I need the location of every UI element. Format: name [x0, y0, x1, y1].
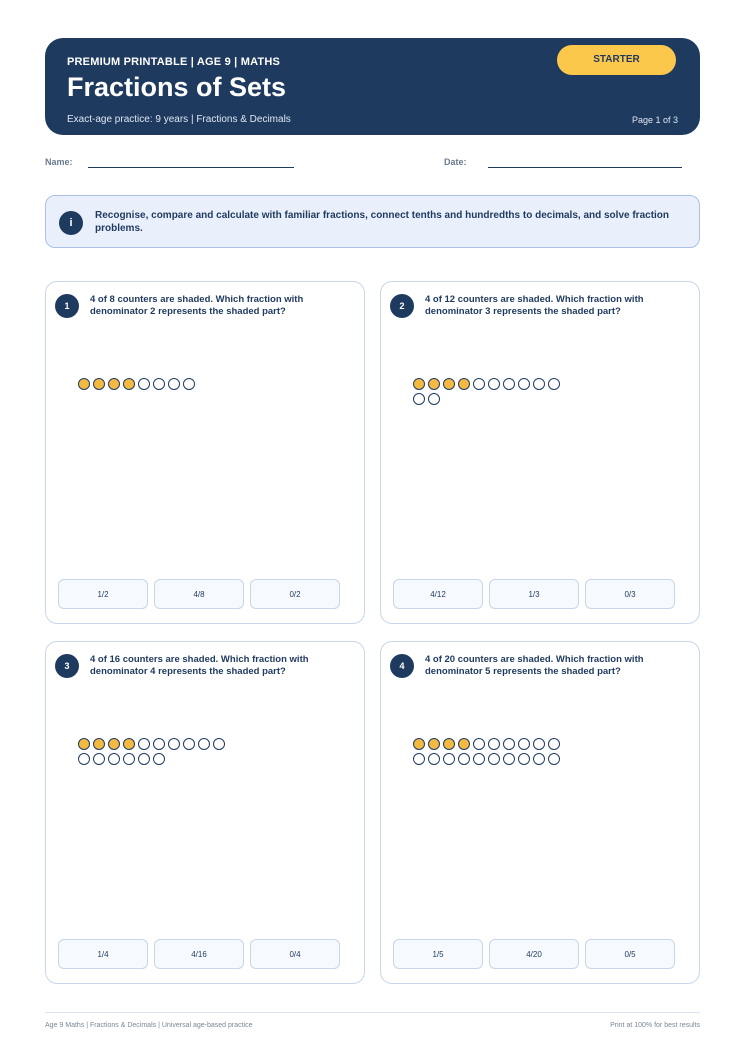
question-number: 4 [390, 654, 414, 678]
shaded-counter [108, 738, 120, 750]
empty-counter [138, 738, 150, 750]
objective-callout [45, 195, 700, 248]
answer-options [58, 579, 340, 609]
empty-counter [503, 378, 515, 390]
answer-options [58, 939, 340, 969]
page-title: Fractions of Sets [67, 72, 287, 102]
header-eyebrow: PREMIUM PRINTABLE | AGE 9 | MATHS [67, 56, 281, 68]
answer-option[interactable]: 0/2 [250, 579, 340, 609]
shaded-counter [93, 738, 105, 750]
empty-counter [153, 738, 165, 750]
empty-counter [518, 378, 530, 390]
question-text: 4 of 12 counters are shaded. Which fraction with denominator 3 represents the shaded part? [425, 294, 644, 317]
empty-counter [548, 378, 560, 390]
empty-counter [183, 378, 195, 390]
empty-counter [413, 393, 425, 405]
empty-counter [503, 753, 515, 765]
question-text: 4 of 16 counters are shaded. Which fraction with denominator 4 represents the shaded part? [90, 654, 309, 677]
answer-option[interactable]: 1/2 [58, 579, 148, 609]
header-subtitle: Exact-age practice: 9 years | Fractions & Decimals [67, 114, 291, 125]
answer-options [393, 579, 675, 609]
empty-counter [518, 753, 530, 765]
answer-option[interactable]: 4/8 [154, 579, 244, 609]
answer-option[interactable]: 1/3 [489, 579, 579, 609]
question-text: 4 of 20 counters are shaded. Which fraction with denominator 5 represents the shaded part? [425, 654, 644, 677]
question-number: 1 [55, 294, 79, 318]
empty-counter [428, 753, 440, 765]
answer-option[interactable]: 0/3 [585, 579, 675, 609]
question-card-3 [45, 641, 365, 984]
empty-counter [428, 393, 440, 405]
shaded-counter [413, 378, 425, 390]
empty-counter [488, 753, 500, 765]
shaded-counter [443, 378, 455, 390]
empty-counter [473, 378, 485, 390]
shaded-counter [443, 738, 455, 750]
shaded-counter [413, 738, 425, 750]
question-card-4 [380, 641, 700, 984]
empty-counter [518, 738, 530, 750]
empty-counter [108, 753, 120, 765]
shaded-counter [458, 738, 470, 750]
answer-option[interactable]: 4/12 [393, 579, 483, 609]
empty-counter [413, 753, 425, 765]
answer-option[interactable]: 0/5 [585, 939, 675, 969]
footer-right-text: Print at 100% for best results [610, 1022, 700, 1029]
shaded-counter [123, 378, 135, 390]
empty-counter [93, 753, 105, 765]
counter-set [413, 738, 563, 765]
empty-counter [488, 378, 500, 390]
empty-counter [443, 753, 455, 765]
empty-counter [488, 738, 500, 750]
empty-counter [138, 753, 150, 765]
page-indicator: Page 1 of 3 [631, 115, 678, 125]
question-card-2 [380, 281, 700, 624]
info-icon: i [59, 211, 83, 235]
empty-counter [213, 738, 225, 750]
answer-option[interactable]: 1/4 [58, 939, 148, 969]
question-card-1 [45, 281, 365, 624]
answer-options [393, 939, 675, 969]
shaded-counter [428, 738, 440, 750]
date-label: Date: [444, 157, 467, 167]
counter-set [413, 378, 563, 405]
footer-left-text: Age 9 Maths | Fractions & Decimals | Universal age-based practice [45, 1022, 253, 1029]
answer-option[interactable]: 1/5 [393, 939, 483, 969]
question-number: 2 [390, 294, 414, 318]
shaded-counter [78, 738, 90, 750]
empty-counter [458, 753, 470, 765]
answer-option[interactable]: 4/16 [154, 939, 244, 969]
counter-set [78, 738, 228, 765]
counter-set [78, 378, 228, 390]
empty-counter [503, 738, 515, 750]
shaded-counter [428, 378, 440, 390]
question-number: 3 [55, 654, 79, 678]
empty-counter [473, 738, 485, 750]
answer-option[interactable]: 4/20 [489, 939, 579, 969]
shaded-counter [108, 378, 120, 390]
empty-counter [533, 378, 545, 390]
shaded-counter [93, 378, 105, 390]
empty-counter [533, 753, 545, 765]
shaded-counter [78, 378, 90, 390]
empty-counter [533, 738, 545, 750]
empty-counter [473, 753, 485, 765]
empty-counter [153, 753, 165, 765]
empty-counter [153, 378, 165, 390]
empty-counter [138, 378, 150, 390]
empty-counter [198, 738, 210, 750]
empty-counter [548, 738, 560, 750]
worksheet-header [45, 38, 700, 135]
objective-text: Recognise, compare and calculate with familiar fractions, connect tenths and hundredths to decimals, and solve fraction problems. [95, 210, 670, 234]
empty-counter [168, 378, 180, 390]
date-field-line[interactable] [488, 167, 682, 168]
name-label: Name: [45, 157, 73, 167]
footer-divider [45, 1012, 700, 1013]
empty-counter [183, 738, 195, 750]
empty-counter [168, 738, 180, 750]
empty-counter [548, 753, 560, 765]
answer-option[interactable]: 0/4 [250, 939, 340, 969]
question-text: 4 of 8 counters are shaded. Which fraction with denominator 2 represents the shaded part? [90, 294, 304, 317]
shaded-counter [458, 378, 470, 390]
shaded-counter [123, 738, 135, 750]
name-field-line[interactable] [88, 167, 294, 168]
empty-counter [123, 753, 135, 765]
empty-counter [78, 753, 90, 765]
level-badge: STARTER [557, 45, 676, 75]
